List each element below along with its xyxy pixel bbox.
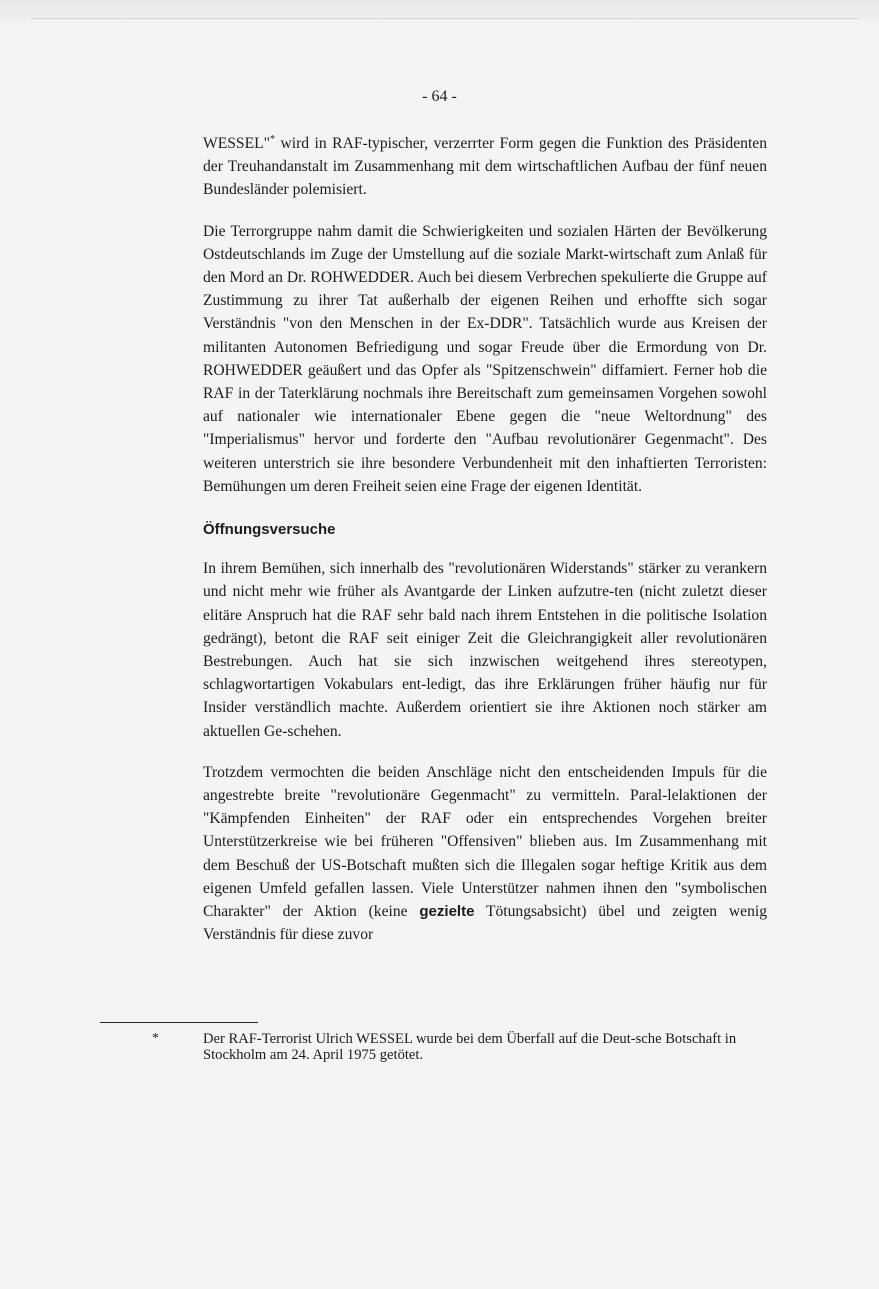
paragraph-1: [203, 132, 767, 202]
body-text: [203, 132, 767, 947]
section-heading: Öffnungsversuche: [203, 521, 336, 539]
paragraph-1-rest: wird in RAF-typischer, verzerrter Form gegen die Funktion des Präsidenten der Treuhandanstalt im Zusammenhang mit dem wirtschaftlichen Aufbau der fünf neuen Bundesländer polemisiert.: [203, 135, 767, 199]
page-number: - 64 -: [422, 88, 457, 105]
scan-edge-shadow: [0, 0, 879, 26]
scan-artifact-line: [30, 18, 860, 19]
footnote-marker: *: [152, 1031, 159, 1046]
paragraph-4-start: Trotzdem vermochten die beiden Anschläge nicht den entscheidenden Impuls für die angestrebte breite "revolutionäre Gegenmacht" zu vermitteln. Paral-lelaktionen der "Kämpfenden Einheiten" der RAF oder ein entsprechendes Vorgehen breiter Unterstützerkreise wie bei früheren "Offensiven" blieben aus. Im Zusammenhang mit dem Beschuß der US-Botschaft mußten sich die Illegalen sogar heftige Kritik aus dem eigenen Umfeld gefallen lassen. Viele Unterstützer nahmen ihnen den "symbolischen Charakter" der Aktion (keine: [203, 763, 767, 921]
paragraph-2: Die Terrorgruppe nahm damit die Schwierigkeiten und sozialen Härten der Bevölkerung Ostdeutschlands im Zuge der Umstellung auf die soziale Markt-wirtschaft zum Anlaß für den Mord an Dr. ROHWEDDER. Auch bei diesem Verbrechen spekulierte die Gruppe auf Zustimmung zu ihrer Tat außerhalb der eigenen Reihen und erhoffte sich sogar Verständnis "von den Menschen in der Ex-DDR". Tatsächlich wurde aus Kreisen der militanten Autonomen Befriedigung und sogar Freude über die Ermordung von Dr. ROHWEDDER geäußert und das Opfer als "Spitzenschwein" diffamiert. Ferner hob die RAF in der Taterklärung nochmals ihre Bereitschaft zum gemeinsamen Vorgehen sowohl auf nationaler wie internationaler Ebene gegen die "neue Weltordnung" des "Imperialismus" hervor und forderte den "Aufbau revolutionärer Gegenmacht". Des weiteren unterstrich sie ihre besondere Verbundenheit mit den inhaftierten Terroristen: Bemühungen um deren Freiheit seien eine Frage der eigenen Identität.: [203, 222, 767, 495]
footnote-text: Der RAF-Terrorist Ulrich WESSEL wurde bei dem Überfall auf die Deut-sche Botschaft in Stockholm am 24. April 1975 getötet.: [203, 1031, 737, 1063]
paragraph-1-start: WESSEL": [203, 135, 271, 152]
footnote-reference: *: [270, 133, 276, 145]
footnote-divider: [100, 1022, 258, 1023]
paragraph-4-rest: Tötungsabsicht) übel und zeigten wenig Verständnis für diese zuvor: [203, 903, 768, 944]
paragraph-3: In ihrem Bemühen, sich innerhalb des "revolutionären Widerstands" stärker zu verankern und nicht mehr wie früher als Avantgarde der Linken aufzutre-ten (nicht zuletzt dieser elitäre Anspruch hat die RAF sehr bald nach ihrem Entstehen in die politische Isolation gedrängt), betont die RAF seit einiger Zeit die Gleichrangigkeit aller revolutionären Bestrebungen. Auch hat sie sich inzwischen weitgehend ihres stereotypen, schlagwortartigen Vokabulars ent-ledigt, das ihre Erklärungen früher häufig nur für Insider verständlich machte. Außerdem orientiert sie ihre Aktionen noch stärker am aktuellen Ge-schehen.: [203, 560, 767, 740]
emphasis-text: gezielte: [419, 903, 475, 921]
paragraph-4: [203, 761, 767, 947]
